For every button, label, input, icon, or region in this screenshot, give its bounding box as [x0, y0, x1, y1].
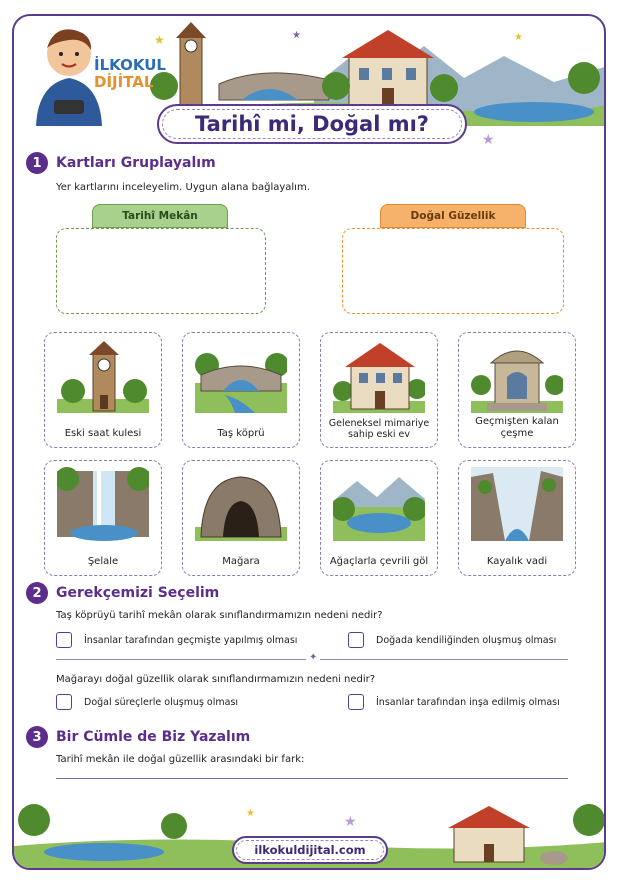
star-icon: ✦ [306, 652, 320, 663]
fountain-icon [471, 339, 563, 415]
q2-option-2[interactable] [348, 694, 560, 710]
section1-title: Kartları Gruplayalım [56, 155, 216, 171]
group-left-dropzone[interactable] [56, 228, 266, 314]
section3-title: Bir Cümle de Biz Yazalım [56, 729, 251, 745]
card-label: Kayalık vadi [486, 555, 548, 567]
section2-title: Gerekçemizi Seçelim [56, 585, 220, 601]
card-valley[interactable] [458, 460, 576, 576]
valley-icon [471, 467, 563, 543]
q2-option-1[interactable] [56, 694, 238, 710]
brand-line2: DİJİTAL [94, 73, 154, 91]
question-1: Taş köprüyü tarihî mekân olarak sınıflandırmamızın nedeni nedir? [56, 610, 383, 621]
brand-logo [94, 58, 166, 90]
card-label: Mağara [222, 555, 260, 567]
old-house-icon [333, 339, 425, 415]
footer [14, 786, 606, 870]
section3-prompt: Tarihî mekân ile doğal güzellik arasındaki bir fark: [56, 754, 305, 765]
svg-text:★: ★ [154, 33, 165, 47]
checkbox[interactable] [56, 632, 72, 648]
clock-tower-icon [57, 339, 149, 415]
card-label: Geleneksel mimariye sahip eski ev [328, 418, 430, 441]
svg-text:★: ★ [246, 808, 255, 819]
question-2: Mağarayı doğal güzellik olarak sınıflandırmamızın nedeni nedir? [56, 674, 376, 685]
footer-url: ilkokuldijital.com [254, 843, 366, 857]
card-cave[interactable] [182, 460, 300, 576]
option-label: İnsanlar tarafından geçmişte yapılmış olması [84, 634, 298, 646]
section3-number: 3 [26, 726, 48, 748]
writing-line[interactable] [56, 778, 568, 779]
card-fountain[interactable] [458, 332, 576, 448]
stone-bridge-icon [195, 339, 287, 415]
svg-text:★: ★ [514, 32, 523, 43]
option-label: Doğada kendiliğinden oluşmuş olması [376, 634, 557, 646]
checkbox[interactable] [56, 694, 72, 710]
svg-text:★: ★ [482, 132, 495, 148]
card-label: Geçmişten kalan çeşme [475, 416, 559, 439]
group-right-tab: Doğal Güzellik [380, 204, 526, 228]
card-label: Eski saat kulesi [64, 427, 142, 439]
option-label: Doğal süreçlerle oluşmuş olması [84, 696, 239, 708]
card-label: Şelale [87, 555, 119, 567]
card-label: Ağaçlarla çevrili göl [329, 555, 429, 567]
checkbox[interactable] [348, 632, 364, 648]
card-stone-bridge[interactable] [182, 332, 300, 448]
q1-option-1[interactable] [56, 632, 297, 648]
card-old-house[interactable] [320, 332, 438, 448]
card-waterfall[interactable] [44, 460, 162, 576]
section1-number: 1 [26, 152, 48, 174]
option-label: İnsanlar tarafından inşa edilmiş olması [376, 696, 560, 708]
section1-header [26, 152, 216, 174]
section2-number: 2 [26, 582, 48, 604]
checkbox[interactable] [348, 694, 364, 710]
lake-icon [333, 467, 425, 543]
section3-header [26, 726, 250, 748]
brand-line1: İLKOKUL [94, 56, 166, 74]
section2-header [26, 582, 219, 604]
svg-text:★: ★ [344, 814, 357, 830]
page-title: Tarihî mi, Doğal mı? [194, 112, 429, 136]
waterfall-icon [57, 467, 149, 543]
worksheet-frame [12, 14, 606, 870]
title-box [157, 104, 467, 144]
header [14, 16, 606, 156]
svg-text:★: ★ [292, 30, 301, 41]
section1-instruction: Yer kartlarını inceleyelim. Uygun alana bağlayalım. [56, 182, 310, 193]
card-clock-tower[interactable] [44, 332, 162, 448]
group-right-dropzone[interactable] [342, 228, 564, 314]
group-left-tab: Tarihî Mekân [92, 204, 228, 228]
card-label: Taş köprü [217, 427, 265, 439]
url-box[interactable] [232, 836, 388, 864]
card-lake[interactable] [320, 460, 438, 576]
q1-option-2[interactable] [348, 632, 556, 648]
cave-icon [195, 467, 287, 543]
